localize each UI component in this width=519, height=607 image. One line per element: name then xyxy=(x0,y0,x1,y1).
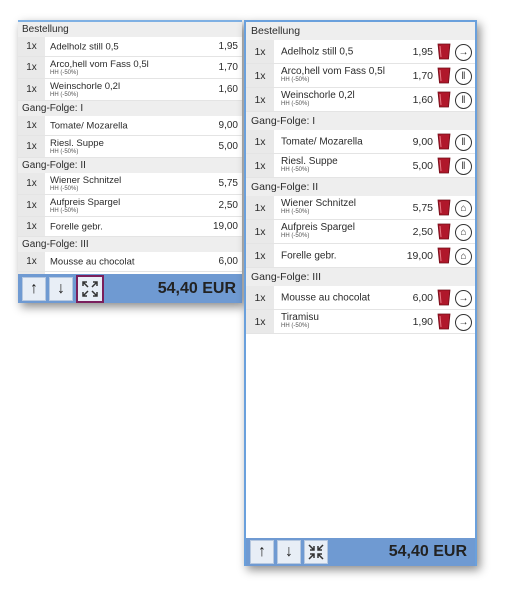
order-row[interactable] xyxy=(246,286,475,310)
item-price: 6,00 xyxy=(412,291,433,304)
chef-hat-icon: ⌂ xyxy=(460,226,467,238)
cutlery-icon: ‖ xyxy=(461,160,466,172)
item-name-block xyxy=(281,156,395,174)
order-row[interactable] xyxy=(246,88,475,112)
quantity: 1x xyxy=(246,310,274,333)
item-name-block xyxy=(50,175,182,193)
quantity: 1x xyxy=(246,40,274,63)
glass-icon[interactable] xyxy=(437,289,451,306)
quantity: 1x xyxy=(18,57,45,78)
order-footer-compact xyxy=(18,274,242,303)
quantity: 1x xyxy=(18,217,45,236)
item-price: 6,00 xyxy=(218,256,238,267)
order-row[interactable] xyxy=(246,196,475,220)
section-header: Gang-Folge: II xyxy=(18,158,242,173)
chef-hat-icon: ⌂ xyxy=(460,202,467,214)
order-row[interactable] xyxy=(18,116,242,136)
order-row[interactable] xyxy=(246,130,475,154)
cutlery-icon: ‖ xyxy=(461,94,466,106)
order-row[interactable] xyxy=(18,37,242,57)
section-header: Bestellung xyxy=(18,22,242,37)
arrow-up-icon: ↑ xyxy=(30,279,38,297)
order-row[interactable] xyxy=(18,173,242,195)
item-name: Tomate/ Mozarella xyxy=(281,136,363,147)
item-discount-note: HH (-50%) xyxy=(50,92,79,98)
quantity: 1x xyxy=(246,196,274,219)
order-row[interactable] xyxy=(18,252,242,272)
item-name-block xyxy=(281,222,395,240)
item-name: Weinschorle 0,2l xyxy=(50,81,121,92)
quantity: 1x xyxy=(18,116,45,135)
section-header: Gang-Folge: III xyxy=(246,268,475,286)
item-name: Adelholz still 0,5 xyxy=(50,41,119,52)
cutlery-icon: ‖ xyxy=(461,136,466,148)
item-name: Mousse au chocolat xyxy=(281,292,370,303)
item-discount-note: HH (-50%) xyxy=(50,70,79,76)
collapse-icon xyxy=(307,543,325,561)
item-name: Arco,hell vom Fass 0,5l xyxy=(50,59,149,70)
quantity: 1x xyxy=(18,252,45,271)
glass-icon[interactable] xyxy=(437,157,451,174)
item-price: 5,75 xyxy=(218,178,238,189)
glass-icon[interactable] xyxy=(437,223,451,240)
scroll-up-button[interactable] xyxy=(250,540,274,564)
item-price: 5,00 xyxy=(412,159,433,172)
next-course-button[interactable] xyxy=(455,290,472,307)
quantity: 1x xyxy=(246,220,274,243)
item-name: Aufpreis Spargel xyxy=(50,197,121,208)
serve-button[interactable] xyxy=(455,68,472,85)
item-name: Tiramisu xyxy=(281,312,319,323)
order-row[interactable] xyxy=(18,217,242,237)
item-price: 1,70 xyxy=(218,62,238,73)
serve-button[interactable] xyxy=(455,92,472,109)
item-price: 1,95 xyxy=(218,41,238,52)
item-name-block xyxy=(281,136,395,147)
scroll-up-button[interactable] xyxy=(22,277,46,301)
order-panel-expanded xyxy=(244,20,477,566)
quantity: 1x xyxy=(246,244,274,267)
item-discount-note: HH (-50%) xyxy=(281,77,310,83)
collapse-button[interactable] xyxy=(304,540,328,564)
item-discount-note: HH (-50%) xyxy=(281,101,310,107)
item-name-block xyxy=(50,120,182,131)
item-name: Riesl. Suppe xyxy=(50,138,104,149)
item-discount-note: HH (-50%) xyxy=(281,209,310,215)
kitchen-button[interactable] xyxy=(455,200,472,217)
order-total: 54,40 EUR xyxy=(157,279,236,297)
glass-icon[interactable] xyxy=(437,43,451,60)
item-price: 9,00 xyxy=(218,120,238,131)
item-name-block xyxy=(281,312,395,330)
order-panel-compact xyxy=(18,20,242,303)
arrow-down-icon: ↓ xyxy=(285,543,293,560)
item-name-block xyxy=(281,250,395,261)
kitchen-button[interactable] xyxy=(455,224,472,241)
order-row[interactable] xyxy=(246,310,475,334)
item-discount-note: HH (-50%) xyxy=(281,323,310,329)
item-price: 1,60 xyxy=(412,93,433,106)
item-name: Adelholz still 0,5 xyxy=(281,46,354,57)
order-row[interactable] xyxy=(246,64,475,88)
item-discount-note: HH (-50%) xyxy=(281,167,310,173)
item-name-block xyxy=(50,221,182,232)
item-name: Wiener Schnitzel xyxy=(50,175,122,186)
item-name: Arco,hell vom Fass 0,5l xyxy=(281,66,385,77)
section-header: Gang-Folge: III xyxy=(18,237,242,252)
order-footer-expanded xyxy=(246,538,475,566)
expand-icon xyxy=(81,280,99,298)
item-price: 19,00 xyxy=(212,221,238,232)
item-name: Riesl. Suppe xyxy=(281,156,338,167)
chef-hat-icon: ⌂ xyxy=(460,250,467,262)
kitchen-button[interactable] xyxy=(455,248,472,265)
glass-icon[interactable] xyxy=(437,199,451,216)
section-header: Gang-Folge: I xyxy=(246,112,475,130)
item-name: Weinschorle 0,2l xyxy=(281,90,355,101)
quantity: 1x xyxy=(18,136,45,157)
section-header: Gang-Folge: I xyxy=(18,101,242,116)
item-name-block xyxy=(50,138,182,156)
arrow-up-icon: ↑ xyxy=(258,543,266,560)
order-row[interactable] xyxy=(246,244,475,268)
item-price: 1,60 xyxy=(218,84,238,95)
item-price: 5,75 xyxy=(412,201,433,214)
cutlery-icon: ‖ xyxy=(461,70,466,82)
quantity: 1x xyxy=(246,154,274,177)
serve-button[interactable] xyxy=(455,134,472,151)
item-discount-note: HH (-50%) xyxy=(50,149,79,155)
order-list-compact[interactable] xyxy=(18,20,242,274)
item-name: Forelle gebr. xyxy=(281,250,337,261)
order-row[interactable] xyxy=(246,220,475,244)
arrow-right-icon: → xyxy=(458,292,469,304)
order-row[interactable] xyxy=(246,154,475,178)
section-header: Gang-Folge: II xyxy=(246,178,475,196)
arrow-right-icon: → xyxy=(458,46,469,58)
glass-icon[interactable] xyxy=(437,67,451,84)
item-price: 2,50 xyxy=(412,225,433,238)
item-name-block xyxy=(281,198,395,216)
order-row[interactable] xyxy=(18,136,242,158)
item-price: 1,95 xyxy=(412,45,433,58)
item-name-block xyxy=(281,292,395,303)
item-price: 1,70 xyxy=(412,69,433,82)
item-name-block xyxy=(50,81,182,99)
arrow-down-icon: ↓ xyxy=(57,279,65,297)
quantity: 1x xyxy=(18,195,45,216)
quantity: 1x xyxy=(246,64,274,87)
glass-icon[interactable] xyxy=(437,313,451,330)
item-price: 9,00 xyxy=(412,135,433,148)
item-price: 2,50 xyxy=(218,200,238,211)
expand-button[interactable] xyxy=(76,275,104,303)
order-row[interactable] xyxy=(18,195,242,217)
quantity: 1x xyxy=(246,286,274,309)
quantity: 1x xyxy=(18,37,45,56)
quantity: 1x xyxy=(18,79,45,100)
order-list-expanded[interactable] xyxy=(246,22,475,538)
item-discount-note: HH (-50%) xyxy=(281,233,310,239)
item-name: Tomate/ Mozarella xyxy=(50,120,128,131)
scroll-down-button[interactable] xyxy=(277,540,301,564)
item-price: 5,00 xyxy=(218,141,238,152)
item-name-block xyxy=(50,256,182,267)
glass-icon[interactable] xyxy=(437,247,451,264)
quantity: 1x xyxy=(246,88,274,111)
item-name-block xyxy=(50,59,182,77)
item-name-block xyxy=(281,46,395,57)
item-name-block xyxy=(50,197,182,215)
scroll-down-button[interactable] xyxy=(49,277,73,301)
item-name: Mousse au chocolat xyxy=(50,256,135,267)
item-discount-note: HH (-50%) xyxy=(50,208,79,214)
item-name-block xyxy=(281,90,395,108)
order-row[interactable] xyxy=(18,79,242,101)
quantity: 1x xyxy=(18,173,45,194)
item-name-block xyxy=(50,41,182,52)
next-course-button[interactable] xyxy=(455,314,472,331)
arrow-right-icon: → xyxy=(458,316,469,328)
item-discount-note: HH (-50%) xyxy=(50,186,79,192)
next-course-button[interactable] xyxy=(455,44,472,61)
item-name-block xyxy=(281,66,395,84)
glass-icon[interactable] xyxy=(437,91,451,108)
quantity: 1x xyxy=(246,130,274,153)
item-price: 1,90 xyxy=(412,315,433,328)
item-name: Forelle gebr. xyxy=(50,221,103,232)
glass-icon[interactable] xyxy=(437,133,451,150)
serve-button[interactable] xyxy=(455,158,472,175)
order-total: 54,40 EUR xyxy=(388,543,467,560)
order-row[interactable] xyxy=(18,57,242,79)
item-price: 19,00 xyxy=(406,249,433,262)
item-name: Aufpreis Spargel xyxy=(281,222,355,233)
order-row[interactable] xyxy=(246,40,475,64)
section-header: Bestellung xyxy=(246,22,475,40)
item-name: Wiener Schnitzel xyxy=(281,198,357,209)
